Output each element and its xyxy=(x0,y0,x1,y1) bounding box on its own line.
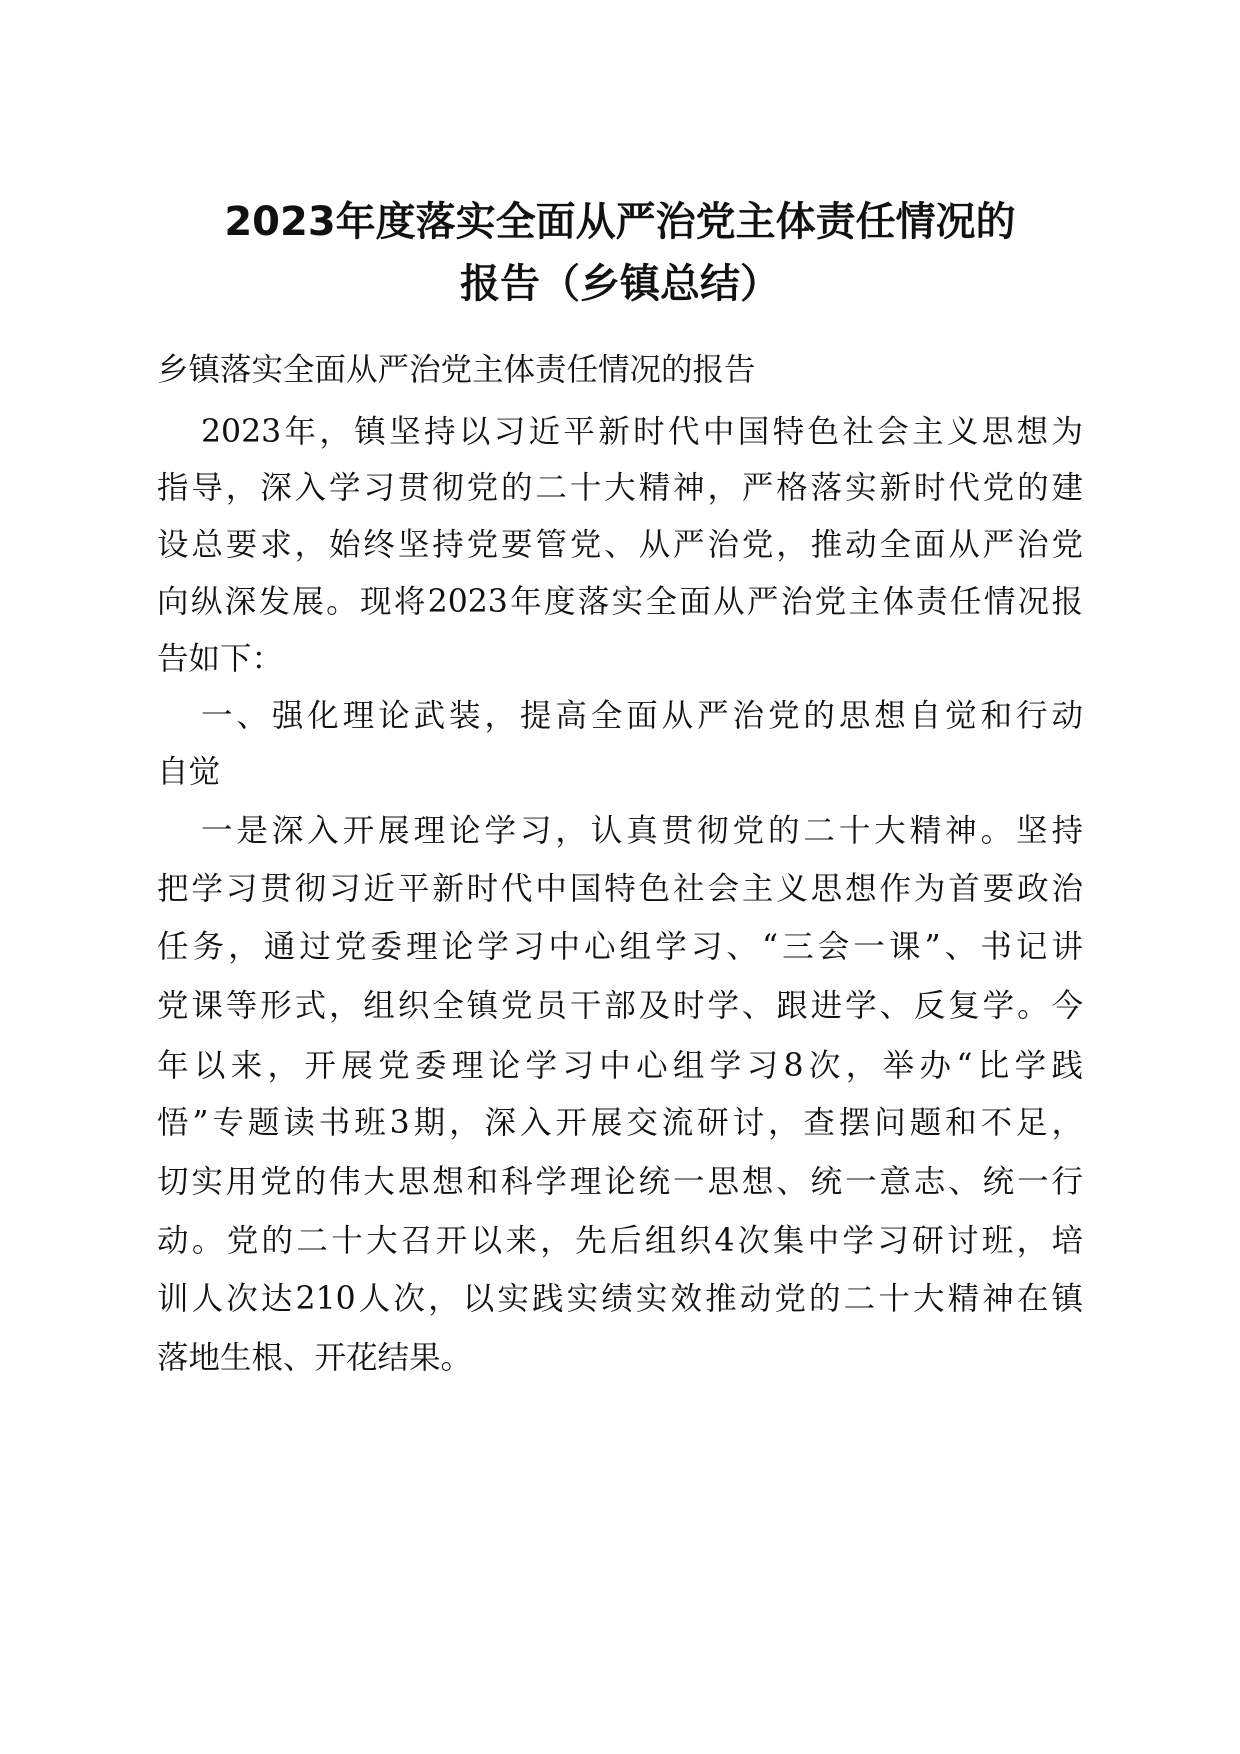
item-1-line-4: 党课等形式，组织全镇党员干部及时学、跟进学、反复学。今 xyxy=(157,988,1083,1024)
intro-line-1: 2023年，镇坚持以习近平新时代中国特色社会主义思想为 xyxy=(201,414,1083,450)
item-1-line-8: 动。党的二十大召开以来，先后组织4次集中学习研讨班，培 xyxy=(157,1223,1083,1259)
document-title-line-1: 2023年度落实全面从严治党主体责任情况的 xyxy=(224,199,1016,245)
section-1-heading-line-2: 自觉 xyxy=(157,754,221,790)
item-1-line-5: 年以来，开展党委理论学习中心组学习8次，举办“比学践 xyxy=(157,1048,1083,1084)
item-1-line-1: 一是深入开展理论学习，认真贯彻党的二十大精神。坚持 xyxy=(201,813,1083,849)
section-1-heading-line-1: 一、强化理论武装，提高全面从严治党的思想自觉和行动 xyxy=(201,698,1083,734)
item-1-line-2: 把学习贯彻习近平新时代中国特色社会主义思想作为首要政治 xyxy=(157,871,1083,907)
document-title-line-2: 报告（乡镇总结） xyxy=(460,261,780,307)
item-1-line-10: 落地生根、开花结果。 xyxy=(157,1340,473,1376)
intro-line-3: 设总要求，始终坚持党要管党、从严治党，推动全面从严治党 xyxy=(157,527,1083,563)
intro-line-5: 告如下： xyxy=(157,641,284,677)
item-1-line-3: 任务，通过党委理论学习中心组学习、“三会一课”、书记讲 xyxy=(157,929,1083,965)
item-1-line-7: 切实用党的伟大思想和科学理论统一思想、统一意志、统一行 xyxy=(157,1164,1083,1200)
intro-line-2: 指导，深入学习贯彻党的二十大精神，严格落实新时代党的建 xyxy=(157,470,1083,506)
item-1-line-9: 训人次达210人次，以实践实绩实效推动党的二十大精神在镇 xyxy=(157,1281,1083,1317)
item-1-line-6: 悟”专题读书班3期，深入开展交流研讨，查摆问题和不足， xyxy=(157,1105,1083,1141)
intro-line-4: 向纵深发展。现将2023年度落实全面从严治党主体责任情况报 xyxy=(157,584,1083,620)
document-subtitle: 乡镇落实全面从严治党主体责任情况的报告 xyxy=(157,352,756,388)
